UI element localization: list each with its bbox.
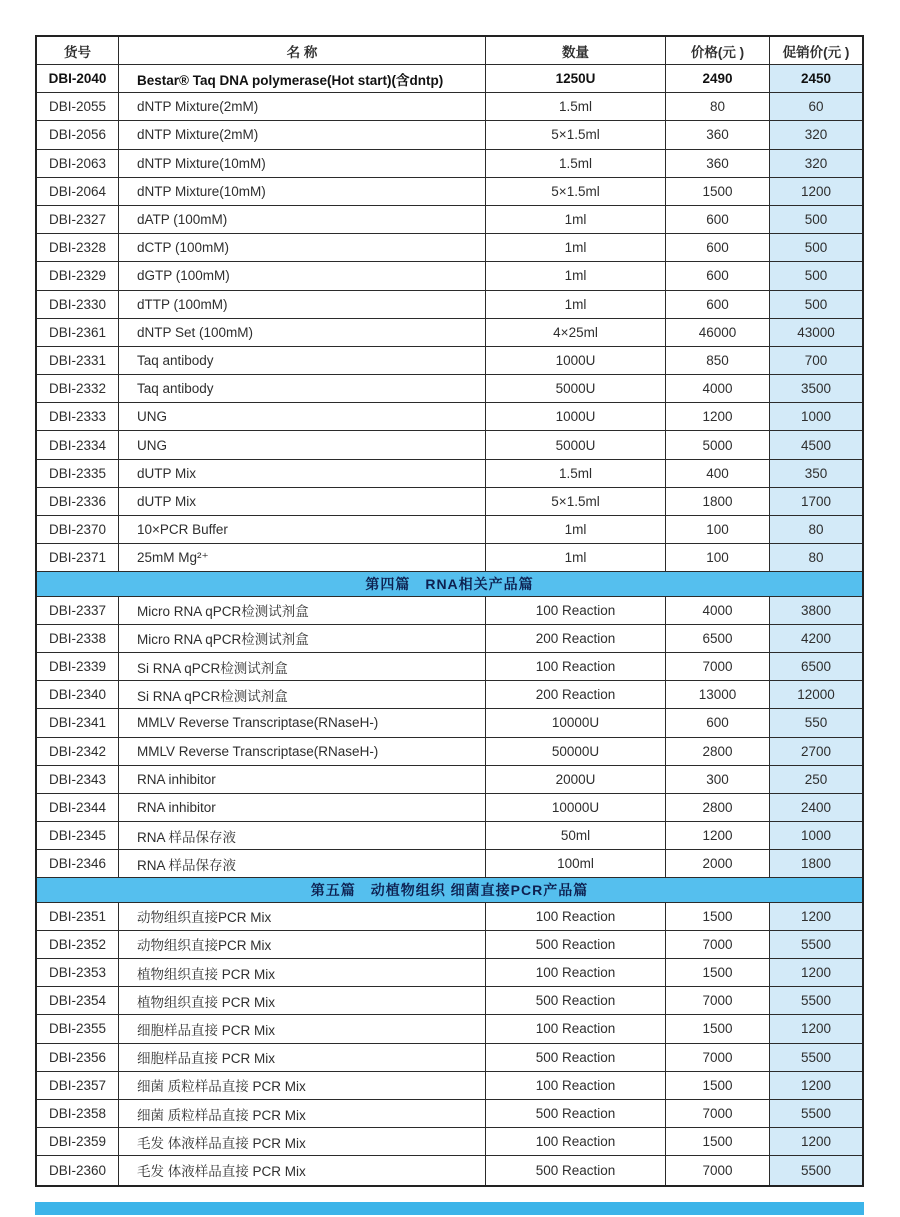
product-qty: 2000U: [486, 766, 666, 793]
product-price: 850: [666, 347, 770, 374]
product-qty: 1ml: [486, 206, 666, 233]
product-promo-price: 320: [770, 121, 862, 148]
product-code: DBI-2356: [37, 1044, 119, 1071]
product-qty: 1.5ml: [486, 460, 666, 487]
product-qty: 1250U: [486, 65, 666, 92]
product-qty: 100 Reaction: [486, 903, 666, 930]
product-qty: 5000U: [486, 431, 666, 458]
product-code: DBI-2056: [37, 121, 119, 148]
col-header-name: 名 称: [119, 37, 486, 64]
table-row: [37, 488, 862, 516]
product-qty: 1000U: [486, 347, 666, 374]
product-price: 4000: [666, 375, 770, 402]
product-qty: 50000U: [486, 738, 666, 765]
product-qty: 100 Reaction: [486, 1072, 666, 1099]
product-name: dUTP Mix: [119, 460, 486, 487]
product-qty: 1ml: [486, 544, 666, 571]
product-qty: 1.5ml: [486, 150, 666, 177]
product-code: DBI-2357: [37, 1072, 119, 1099]
product-name: RNA inhibitor: [119, 794, 486, 821]
product-name: dCTP (100mM): [119, 234, 486, 261]
product-name: RNA inhibitor: [119, 766, 486, 793]
table-row: [37, 931, 862, 959]
table-row: [37, 516, 862, 544]
product-price: 360: [666, 121, 770, 148]
product-qty: 500 Reaction: [486, 1044, 666, 1071]
table-row: [37, 544, 862, 572]
product-name: Bestar® Taq DNA polymerase(Hot start)(含dntp): [119, 65, 486, 92]
product-name: dGTP (100mM): [119, 262, 486, 289]
product-price: 7000: [666, 987, 770, 1014]
product-code: DBI-2352: [37, 931, 119, 958]
product-name: 细胞样品直接 PCR Mix: [119, 1044, 486, 1071]
product-price: 360: [666, 150, 770, 177]
table-row: [37, 319, 862, 347]
product-promo-price: 700: [770, 347, 862, 374]
product-code: DBI-2343: [37, 766, 119, 793]
table-row: [37, 850, 862, 878]
product-qty: 500 Reaction: [486, 1156, 666, 1184]
product-name: Si RNA qPCR检测试剂盒: [119, 653, 486, 680]
product-code: DBI-2040: [37, 65, 119, 92]
product-price: 100: [666, 516, 770, 543]
table-row: [37, 262, 862, 290]
product-promo-price: 5500: [770, 931, 862, 958]
product-name: dNTP Mixture(10mM): [119, 150, 486, 177]
table-row: [37, 375, 862, 403]
product-promo-price: 1200: [770, 178, 862, 205]
product-code: DBI-2371: [37, 544, 119, 571]
product-name: 细菌 质粒样品直接 PCR Mix: [119, 1100, 486, 1127]
product-qty: 200 Reaction: [486, 625, 666, 652]
product-name: 25mM Mg²⁺: [119, 544, 486, 571]
product-price: 7000: [666, 931, 770, 958]
product-promo-price: 80: [770, 544, 862, 571]
product-promo-price: 320: [770, 150, 862, 177]
product-code: DBI-2359: [37, 1128, 119, 1155]
product-code: DBI-2351: [37, 903, 119, 930]
product-qty: 5×1.5ml: [486, 121, 666, 148]
product-code: DBI-2337: [37, 597, 119, 624]
table-row: [37, 987, 862, 1015]
product-price: 2000: [666, 850, 770, 877]
col-header-qty: 数量: [486, 37, 666, 64]
product-name: 毛发 体液样品直接 PCR Mix: [119, 1128, 486, 1155]
product-code: DBI-2055: [37, 93, 119, 120]
table-row: [37, 681, 862, 709]
product-code: DBI-2342: [37, 738, 119, 765]
table-row: [37, 206, 862, 234]
product-price: 7000: [666, 653, 770, 680]
product-name: RNA 样品保存液: [119, 850, 486, 877]
product-promo-price: 12000: [770, 681, 862, 708]
product-price: 7000: [666, 1156, 770, 1184]
table-row: [37, 709, 862, 737]
product-promo-price: 500: [770, 262, 862, 289]
product-name: 植物组织直接 PCR Mix: [119, 987, 486, 1014]
product-name: Micro RNA qPCR检测试剂盒: [119, 597, 486, 624]
product-promo-price: 2450: [770, 65, 862, 92]
table-row: [37, 291, 862, 319]
col-header-price: 价格(元 ): [666, 37, 770, 64]
product-code: DBI-2064: [37, 178, 119, 205]
product-qty: 5000U: [486, 375, 666, 402]
table-row: [37, 794, 862, 822]
product-promo-price: 1200: [770, 1128, 862, 1155]
product-code: DBI-2333: [37, 403, 119, 430]
product-code: DBI-2358: [37, 1100, 119, 1127]
product-name: RNA 样品保存液: [119, 822, 486, 849]
table-row: [37, 1072, 862, 1100]
product-code: DBI-2361: [37, 319, 119, 346]
product-code: DBI-2329: [37, 262, 119, 289]
product-price: 1500: [666, 1128, 770, 1155]
product-name: 毛发 体液样品直接 PCR Mix: [119, 1156, 486, 1184]
product-price: 1500: [666, 903, 770, 930]
product-name: MMLV Reverse Transcriptase(RNaseH-): [119, 738, 486, 765]
product-price: 6500: [666, 625, 770, 652]
product-promo-price: 1700: [770, 488, 862, 515]
product-price: 7000: [666, 1100, 770, 1127]
product-qty: 1000U: [486, 403, 666, 430]
table-row: [37, 653, 862, 681]
product-price: 1200: [666, 403, 770, 430]
product-name: dTTP (100mM): [119, 291, 486, 318]
product-name: Taq antibody: [119, 347, 486, 374]
product-name: UNG: [119, 431, 486, 458]
product-code: DBI-2327: [37, 206, 119, 233]
product-promo-price: 3800: [770, 597, 862, 624]
product-name: dATP (100mM): [119, 206, 486, 233]
product-code: DBI-2340: [37, 681, 119, 708]
product-promo-price: 4200: [770, 625, 862, 652]
product-promo-price: 1000: [770, 403, 862, 430]
product-promo-price: 43000: [770, 319, 862, 346]
product-name: Micro RNA qPCR检测试剂盒: [119, 625, 486, 652]
product-price: 600: [666, 206, 770, 233]
product-promo-price: 80: [770, 516, 862, 543]
product-promo-price: 1200: [770, 959, 862, 986]
product-qty: 200 Reaction: [486, 681, 666, 708]
product-promo-price: 500: [770, 206, 862, 233]
product-name: dUTP Mix: [119, 488, 486, 515]
table-row: [37, 178, 862, 206]
product-name: 植物组织直接 PCR Mix: [119, 959, 486, 986]
product-name: 细菌 质粒样品直接 PCR Mix: [119, 1072, 486, 1099]
product-code: DBI-2344: [37, 794, 119, 821]
product-code: DBI-2330: [37, 291, 119, 318]
product-qty: 5×1.5ml: [486, 488, 666, 515]
product-name: UNG: [119, 403, 486, 430]
product-promo-price: 6500: [770, 653, 862, 680]
product-code: DBI-2328: [37, 234, 119, 261]
product-promo-price: 4500: [770, 431, 862, 458]
product-code: DBI-2354: [37, 987, 119, 1014]
product-price: 4000: [666, 597, 770, 624]
product-qty: 100ml: [486, 850, 666, 877]
product-price: 13000: [666, 681, 770, 708]
product-name: 动物组织直接PCR Mix: [119, 931, 486, 958]
table-row: [37, 460, 862, 488]
col-header-code: 货号: [37, 37, 119, 64]
product-price: 1500: [666, 959, 770, 986]
table-row: [37, 1156, 862, 1184]
product-code: DBI-2331: [37, 347, 119, 374]
product-promo-price: 5500: [770, 1044, 862, 1071]
product-code: DBI-2370: [37, 516, 119, 543]
product-price: 300: [666, 766, 770, 793]
product-promo-price: 500: [770, 234, 862, 261]
table-row: [37, 1015, 862, 1043]
product-promo-price: 5500: [770, 1156, 862, 1184]
product-name: dNTP Mixture(10mM): [119, 178, 486, 205]
product-promo-price: 5500: [770, 987, 862, 1014]
product-code: DBI-2360: [37, 1156, 119, 1184]
product-promo-price: 1800: [770, 850, 862, 877]
product-code: DBI-2336: [37, 488, 119, 515]
product-promo-price: 2400: [770, 794, 862, 821]
product-qty: 50ml: [486, 822, 666, 849]
product-promo-price: 2700: [770, 738, 862, 765]
product-promo-price: 250: [770, 766, 862, 793]
product-qty: 4×25ml: [486, 319, 666, 346]
product-promo-price: 550: [770, 709, 862, 736]
product-price: 1500: [666, 1015, 770, 1042]
table-row: [37, 234, 862, 262]
product-name: 细胞样品直接 PCR Mix: [119, 1015, 486, 1042]
product-name: 动物组织直接PCR Mix: [119, 903, 486, 930]
product-price: 400: [666, 460, 770, 487]
product-code: DBI-2346: [37, 850, 119, 877]
product-code: DBI-2335: [37, 460, 119, 487]
product-qty: 1ml: [486, 234, 666, 261]
table-row: [37, 65, 862, 93]
col-header-promo: 促销价(元 ): [770, 37, 862, 64]
price-table: [35, 35, 864, 1187]
product-price: 600: [666, 709, 770, 736]
product-name: 10×PCR Buffer: [119, 516, 486, 543]
product-name: dNTP Mixture(2mM): [119, 93, 486, 120]
table-row: [37, 903, 862, 931]
product-price: 600: [666, 234, 770, 261]
product-promo-price: 500: [770, 291, 862, 318]
product-promo-price: 1200: [770, 1072, 862, 1099]
product-qty: 500 Reaction: [486, 1100, 666, 1127]
table-row: [37, 403, 862, 431]
table-row: [37, 822, 862, 850]
product-name: MMLV Reverse Transcriptase(RNaseH-): [119, 709, 486, 736]
product-price: 1500: [666, 1072, 770, 1099]
table-row: [37, 959, 862, 987]
product-promo-price: 5500: [770, 1100, 862, 1127]
product-qty: 10000U: [486, 709, 666, 736]
product-price: 1800: [666, 488, 770, 515]
product-price: 1500: [666, 178, 770, 205]
product-promo-price: 60: [770, 93, 862, 120]
product-promo-price: 1200: [770, 1015, 862, 1042]
table-row: [37, 597, 862, 625]
product-price: 7000: [666, 1044, 770, 1071]
product-code: DBI-2338: [37, 625, 119, 652]
product-code: DBI-2334: [37, 431, 119, 458]
product-code: DBI-2341: [37, 709, 119, 736]
product-price: 600: [666, 291, 770, 318]
product-code: DBI-2063: [37, 150, 119, 177]
table-row: [37, 766, 862, 794]
product-promo-price: 1000: [770, 822, 862, 849]
product-qty: 1ml: [486, 262, 666, 289]
table-row: [37, 347, 862, 375]
product-code: DBI-2339: [37, 653, 119, 680]
product-code: DBI-2345: [37, 822, 119, 849]
product-price: 46000: [666, 319, 770, 346]
table-header-row: [37, 37, 862, 65]
product-price: 600: [666, 262, 770, 289]
table-row: [37, 121, 862, 149]
section-band: 第四篇 RNA相关产品篇: [37, 572, 862, 596]
table-row: [37, 150, 862, 178]
product-qty: 100 Reaction: [486, 1015, 666, 1042]
product-qty: 10000U: [486, 794, 666, 821]
product-qty: 500 Reaction: [486, 987, 666, 1014]
product-price: 2800: [666, 794, 770, 821]
product-qty: 100 Reaction: [486, 653, 666, 680]
table-row: [37, 625, 862, 653]
product-qty: 100 Reaction: [486, 597, 666, 624]
table-row: [37, 431, 862, 459]
product-qty: 5×1.5ml: [486, 178, 666, 205]
table-row: [37, 93, 862, 121]
product-price: 1200: [666, 822, 770, 849]
product-code: DBI-2353: [37, 959, 119, 986]
footer-bar: [35, 1202, 864, 1215]
product-name: Taq antibody: [119, 375, 486, 402]
section-band: 第五篇 动植物组织 细菌直接PCR产品篇: [37, 878, 862, 902]
product-code: DBI-2355: [37, 1015, 119, 1042]
table-row: [37, 1128, 862, 1156]
product-price: 2800: [666, 738, 770, 765]
product-qty: 1ml: [486, 291, 666, 318]
product-code: DBI-2332: [37, 375, 119, 402]
product-price: 2490: [666, 65, 770, 92]
product-name: dNTP Mixture(2mM): [119, 121, 486, 148]
product-promo-price: 350: [770, 460, 862, 487]
product-qty: 100 Reaction: [486, 1128, 666, 1155]
table-row: [37, 1044, 862, 1072]
product-promo-price: 1200: [770, 903, 862, 930]
product-name: Si RNA qPCR检测试剂盒: [119, 681, 486, 708]
product-qty: 100 Reaction: [486, 959, 666, 986]
product-price: 80: [666, 93, 770, 120]
product-qty: 500 Reaction: [486, 931, 666, 958]
product-name: dNTP Set (100mM): [119, 319, 486, 346]
table-row: [37, 1100, 862, 1128]
product-price: 100: [666, 544, 770, 571]
product-qty: 1.5ml: [486, 93, 666, 120]
product-promo-price: 3500: [770, 375, 862, 402]
table-row: [37, 738, 862, 766]
product-price: 5000: [666, 431, 770, 458]
product-qty: 1ml: [486, 516, 666, 543]
